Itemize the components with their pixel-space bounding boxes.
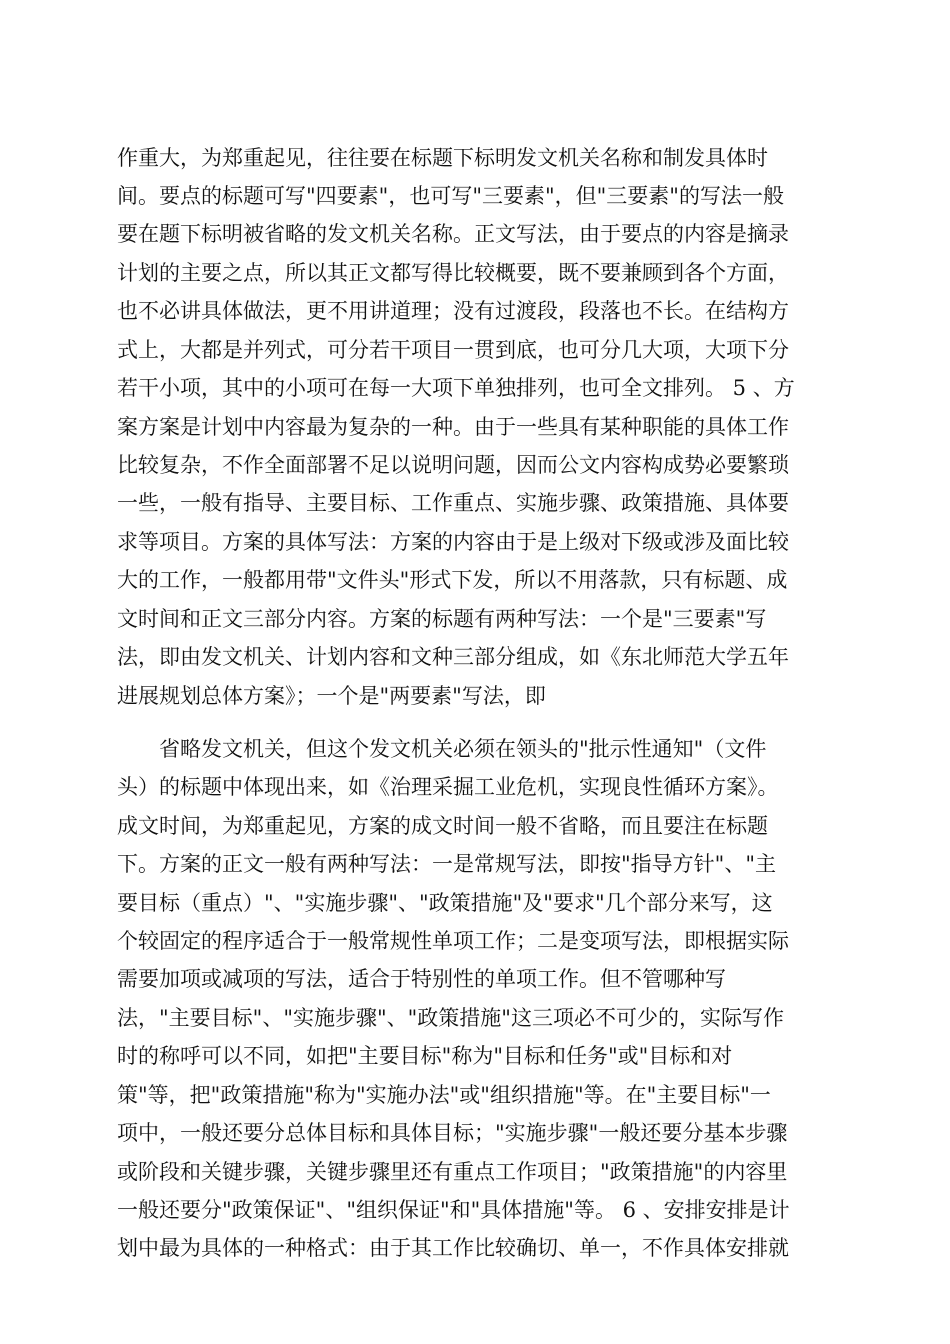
paragraph-1-line: 式上，大都是并列式，可分若干项目一贯到底，也可分几大项，大项下分 — [117, 338, 789, 362]
paragraph-2-line: 头）的标题中体现出来，如《治理采掘工业危机，实现良性循环方案》。 — [117, 775, 779, 799]
paragraph-2-line: 要目标（重点）"、"实施步骤"、"政策措施"及"要求"几个部分来写，这 — [117, 891, 773, 915]
paragraph-2-line: 需要加项或减项的写法，适合于特别性的单项工作。但不管哪种写 — [117, 967, 726, 991]
paragraph-1-line: 若干小项，其中的小项可在每一大项下单独排列，也可全文排列。 5 、方 — [117, 376, 795, 400]
paragraph-1-line: 文时间和正文三部分内容。方案的标题有两种写法：一个是"三要素"写 — [117, 607, 767, 631]
paragraph-2-line: 法，"主要目标"、"实施步骤"、"政策措施"这三项必不可少的，实际写作 — [117, 1006, 784, 1030]
paragraph-2-first-line: 省略发文机关，但这个发文机关必须在领头的"批示性通知"（文件 — [159, 737, 767, 761]
paragraph-2-line: 划中最为具体的一种格式：由于其工作比较确切、单一，不作具体安排就 — [117, 1236, 789, 1260]
paragraph-2-line: 下。方案的正文一般有两种写法：一是常规写法，即按"指导方针"、"主 — [117, 852, 776, 876]
paragraph-1-line: 也不必讲具体做法，更不用讲道理；没有过渡段，段落也不长。在结构方 — [117, 299, 789, 323]
paragraph-2-line: 个较固定的程序适合于一般常规性单项工作；二是变项写法，即根据实际 — [117, 929, 789, 953]
paragraph-2-line: 项中，一般还要分总体目标和具体目标；"实施步骤"一般还要分基本步骤 — [117, 1121, 788, 1145]
paragraph-1-line: 一些，一般有指导、主要目标、工作重点、实施步骤、政策措施、具体要 — [117, 491, 789, 515]
paragraph-1-line: 作重大，为郑重起见，往往要在标题下标明发文机关名称和制发具体时 — [117, 146, 768, 170]
paragraph-1-line: 法，即由发文机关、计划内容和文种三部分组成，如《东北师范大学五年 — [117, 645, 789, 669]
paragraph-1-line: 间。要点的标题可写"四要素"，也可写"三要素"，但"三要素"的写法一般 — [117, 184, 784, 208]
paragraph-1-line: 进展规划总体方案》；一个是"两要素"写法，即 — [117, 684, 546, 708]
paragraph-2-line: 成文时间，为郑重起见，方案的成文时间一般不省略，而且要注在标题 — [117, 814, 768, 838]
paragraph-1-line: 计划的主要之点，所以其正文都写得比较概要，既不要兼顾到各个方面， — [117, 261, 789, 285]
paragraph-2-line: 策"等，把"政策措施"称为"实施办法"或"组织措施"等。在"主要目标"一 — [117, 1083, 771, 1107]
paragraph-1-line: 要在题下标明被省略的发文机关名称。正文写法，由于要点的内容是摘录 — [117, 222, 789, 246]
paragraph-1-line: 大的工作，一般都用带"文件头"形式下发，所以不用落款，只有标题、成 — [117, 568, 788, 592]
paragraph-2-line: 或阶段和关键步骤，关键步骤里还有重点工作项目；"政策措施"的内容里 — [117, 1160, 788, 1184]
paragraph-1-line: 比较复杂，不作全面部署不足以说明问题，因而公文内容构成势必要繁琐 — [117, 453, 789, 477]
paragraph-1-line: 求等项目。方案的具体写法：方案的内容由于是上级对下级或涉及面比较 — [117, 530, 789, 554]
paragraph-2-line: 一般还要分"政策保证"、"组织保证"和"具体措施"等。 6 、安排安排是计 — [117, 1198, 790, 1222]
paragraph-2-line: 时的称呼可以不同，如把"主要目标"称为"目标和任务"或"目标和对 — [117, 1044, 733, 1068]
paragraph-1-line: 案方案是计划中内容最为复杂的一种。由于一些具有某种职能的具体工作 — [117, 415, 789, 439]
